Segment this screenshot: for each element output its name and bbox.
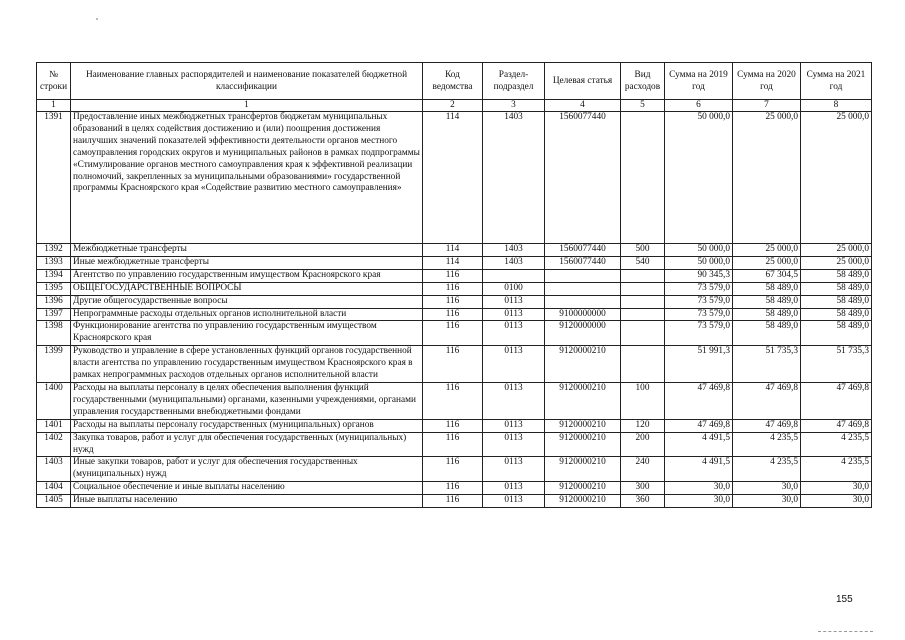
table-row <box>37 482 872 495</box>
column-number: 4 <box>545 100 621 112</box>
row-dept-code: 114 <box>423 244 483 257</box>
row-section: 0113 <box>483 321 545 346</box>
row-sum-2019: 30,0 <box>665 482 733 495</box>
header-sum-2019: Сумма на 2019 год <box>665 63 733 100</box>
row-name: Социальное обеспечение и иные выплаты населению <box>71 482 423 495</box>
column-number-row <box>37 100 872 112</box>
header-exp-type: Вид расходов <box>621 63 665 100</box>
header-name: Наименование главных распорядителей и наименование показателей бюджетной классификации <box>71 63 423 100</box>
row-section: 0113 <box>483 495 545 508</box>
row-target: 9120000210 <box>545 419 621 432</box>
row-section: 0113 <box>483 308 545 321</box>
row-target <box>545 282 621 295</box>
page-number: 155 <box>836 594 853 605</box>
row-exp-type <box>621 295 665 308</box>
row-sum-2019: 73 579,0 <box>665 308 733 321</box>
row-number: 1396 <box>37 295 71 308</box>
table-row <box>37 457 872 482</box>
row-sum-2019: 73 579,0 <box>665 321 733 346</box>
row-sum-2020: 58 489,0 <box>733 282 801 295</box>
row-number: 1402 <box>37 432 71 457</box>
row-sum-2020: 25 000,0 <box>733 256 801 269</box>
row-dept-code: 116 <box>423 346 483 383</box>
row-sum-2019: 47 469,8 <box>665 419 733 432</box>
row-exp-type <box>621 282 665 295</box>
table-row <box>37 308 872 321</box>
row-number: 1391 <box>37 112 71 244</box>
row-target: 1560077440 <box>545 256 621 269</box>
row-number: 1394 <box>37 269 71 282</box>
row-dept-code: 116 <box>423 269 483 282</box>
table-row <box>37 321 872 346</box>
row-number: 1392 <box>37 244 71 257</box>
row-target: 9120000210 <box>545 382 621 419</box>
table-row <box>37 432 872 457</box>
row-name: Функционирование агентства по управлению государственным имуществом Красноярского края <box>71 321 423 346</box>
row-sum-2019: 50 000,0 <box>665 256 733 269</box>
row-name: Предоставление иных межбюджетных трансфертов бюджетам муниципальных образований в целях содействия достижению и (или) поощрения достижения наилучших значений показателей эффективности деятельности органов местного самоуправления городских округов и муниципальных районов в рамках подпрограммы «Стимулирование органов местного самоуправления края к эффективной реализации полномочий, закрепленных за муниципальными образованиями» государственной программы Красноярского края «Содействие развитию местного самоуправления» <box>71 112 423 244</box>
row-number: 1405 <box>37 495 71 508</box>
table-row <box>37 244 872 257</box>
row-sum-2019: 30,0 <box>665 495 733 508</box>
row-number: 1404 <box>37 482 71 495</box>
row-sum-2020: 58 489,0 <box>733 295 801 308</box>
row-exp-type: 200 <box>621 432 665 457</box>
row-dept-code: 116 <box>423 419 483 432</box>
row-name: Иные выплаты населению <box>71 495 423 508</box>
row-target: 9120000000 <box>545 321 621 346</box>
row-target: 9120000210 <box>545 432 621 457</box>
row-dept-code: 116 <box>423 457 483 482</box>
row-sum-2020: 67 304,5 <box>733 269 801 282</box>
row-dept-code: 116 <box>423 282 483 295</box>
row-dept-code: 116 <box>423 295 483 308</box>
row-name: Руководство и управление в сфере установленных функций органов государственной власти агентства по управлению государственным имуществом Красноярского края в рамках непрограммных расходов отдельных органов исполнительной власти <box>71 346 423 383</box>
header-dept-code: Код ведомства <box>423 63 483 100</box>
table-header-row <box>37 63 872 100</box>
row-target <box>545 295 621 308</box>
row-exp-type <box>621 346 665 383</box>
table-row <box>37 282 872 295</box>
row-sum-2021: 58 489,0 <box>801 308 872 321</box>
row-sum-2020: 25 000,0 <box>733 244 801 257</box>
table-row <box>37 346 872 383</box>
table-row <box>37 256 872 269</box>
row-sum-2021: 58 489,0 <box>801 269 872 282</box>
row-sum-2020: 58 489,0 <box>733 321 801 346</box>
row-dept-code: 114 <box>423 256 483 269</box>
table-row <box>37 112 872 244</box>
column-number: 1 <box>71 100 423 112</box>
table-body <box>37 112 872 508</box>
row-target: 9120000210 <box>545 495 621 508</box>
row-name: Закупка товаров, работ и услуг для обеспечения государственных (муниципальных) нужд <box>71 432 423 457</box>
row-sum-2020: 4 235,5 <box>733 432 801 457</box>
row-target: 1560077440 <box>545 112 621 244</box>
table-row <box>37 419 872 432</box>
row-section: 0113 <box>483 346 545 383</box>
row-dept-code: 116 <box>423 482 483 495</box>
row-sum-2020: 51 735,3 <box>733 346 801 383</box>
row-exp-type: 540 <box>621 256 665 269</box>
row-sum-2019: 90 345,3 <box>665 269 733 282</box>
row-section: 0100 <box>483 282 545 295</box>
budget-table <box>36 62 872 508</box>
row-section: 0113 <box>483 432 545 457</box>
row-sum-2019: 51 991,3 <box>665 346 733 383</box>
row-exp-type: 120 <box>621 419 665 432</box>
row-exp-type: 300 <box>621 482 665 495</box>
row-sum-2021: 30,0 <box>801 482 872 495</box>
row-number: 1397 <box>37 308 71 321</box>
row-sum-2021: 58 489,0 <box>801 282 872 295</box>
column-number: 6 <box>665 100 733 112</box>
row-name: Иные межбюджетные трансферты <box>71 256 423 269</box>
row-target: 9120000210 <box>545 346 621 383</box>
column-number: 1 <box>37 100 71 112</box>
header-sum-2021: Сумма на 2021 год <box>801 63 872 100</box>
row-dept-code: 114 <box>423 112 483 244</box>
row-sum-2020: 4 235,5 <box>733 457 801 482</box>
row-sum-2019: 50 000,0 <box>665 112 733 244</box>
row-section: 0113 <box>483 457 545 482</box>
row-section: 0113 <box>483 382 545 419</box>
row-name: Агентство по управлению государственным имуществом Красноярского края <box>71 269 423 282</box>
row-sum-2021: 51 735,3 <box>801 346 872 383</box>
row-target: 9120000210 <box>545 482 621 495</box>
row-number: 1400 <box>37 382 71 419</box>
column-number: 8 <box>801 100 872 112</box>
row-exp-type <box>621 269 665 282</box>
row-target: 9100000000 <box>545 308 621 321</box>
row-sum-2021: 47 469,8 <box>801 382 872 419</box>
table-row <box>37 269 872 282</box>
row-sum-2020: 25 000,0 <box>733 112 801 244</box>
row-sum-2021: 25 000,0 <box>801 244 872 257</box>
row-sum-2019: 47 469,8 <box>665 382 733 419</box>
row-name: Непрограммные расходы отдельных органов исполнительной власти <box>71 308 423 321</box>
row-target: 1560077440 <box>545 244 621 257</box>
row-sum-2021: 58 489,0 <box>801 321 872 346</box>
row-sum-2021: 4 235,5 <box>801 432 872 457</box>
row-number: 1398 <box>37 321 71 346</box>
row-section: 0113 <box>483 295 545 308</box>
row-sum-2021: 25 000,0 <box>801 112 872 244</box>
row-dept-code: 116 <box>423 308 483 321</box>
row-sum-2020: 47 469,8 <box>733 382 801 419</box>
table-row <box>37 295 872 308</box>
row-exp-type: 360 <box>621 495 665 508</box>
row-sum-2021: 25 000,0 <box>801 256 872 269</box>
row-sum-2021: 47 469,8 <box>801 419 872 432</box>
row-dept-code: 116 <box>423 382 483 419</box>
row-exp-type <box>621 321 665 346</box>
row-sum-2020: 30,0 <box>733 495 801 508</box>
column-number: 2 <box>423 100 483 112</box>
row-sum-2019: 50 000,0 <box>665 244 733 257</box>
row-dept-code: 116 <box>423 432 483 457</box>
row-section: 1403 <box>483 112 545 244</box>
row-exp-type: 240 <box>621 457 665 482</box>
row-sum-2021: 58 489,0 <box>801 295 872 308</box>
header-sum-2020: Сумма на 2020 год <box>733 63 801 100</box>
row-name: Иные закупки товаров, работ и услуг для обеспечения государственных (муниципальных) нужд <box>71 457 423 482</box>
row-sum-2019: 73 579,0 <box>665 282 733 295</box>
row-sum-2021: 4 235,5 <box>801 457 872 482</box>
row-sum-2019: 4 491,5 <box>665 432 733 457</box>
row-section: 1403 <box>483 244 545 257</box>
scan-speck <box>96 18 98 20</box>
row-name: ОБЩЕГОСУДАРСТВЕННЫЕ ВОПРОСЫ <box>71 282 423 295</box>
row-number: 1401 <box>37 419 71 432</box>
row-section: 1403 <box>483 256 545 269</box>
row-number: 1403 <box>37 457 71 482</box>
table-row <box>37 495 872 508</box>
row-section: 0113 <box>483 482 545 495</box>
row-sum-2019: 73 579,0 <box>665 295 733 308</box>
row-name: Расходы на выплаты персоналу в целях обеспечения выполнения функций государственными (муниципальными) органами, казенными учреждениями, органами управления государственными внебюджетными фондами <box>71 382 423 419</box>
row-exp-type <box>621 308 665 321</box>
row-exp-type <box>621 112 665 244</box>
row-name: Другие общегосударственные вопросы <box>71 295 423 308</box>
row-dept-code: 116 <box>423 321 483 346</box>
row-sum-2020: 30,0 <box>733 482 801 495</box>
row-target <box>545 269 621 282</box>
scan-artifact <box>818 631 873 633</box>
header-section: Раздел-подраздел <box>483 63 545 100</box>
row-sum-2019: 4 491,5 <box>665 457 733 482</box>
row-target: 9120000210 <box>545 457 621 482</box>
header-target: Целевая статья <box>545 63 621 100</box>
table-row <box>37 382 872 419</box>
row-number: 1399 <box>37 346 71 383</box>
header-row-no: № строки <box>37 63 71 100</box>
row-exp-type: 500 <box>621 244 665 257</box>
row-dept-code: 116 <box>423 495 483 508</box>
row-section <box>483 269 545 282</box>
row-exp-type: 100 <box>621 382 665 419</box>
row-sum-2020: 58 489,0 <box>733 308 801 321</box>
row-section: 0113 <box>483 419 545 432</box>
row-sum-2021: 30,0 <box>801 495 872 508</box>
column-number: 7 <box>733 100 801 112</box>
row-sum-2020: 47 469,8 <box>733 419 801 432</box>
row-name: Межбюджетные трансферты <box>71 244 423 257</box>
column-number: 5 <box>621 100 665 112</box>
column-number: 3 <box>483 100 545 112</box>
row-name: Расходы на выплаты персоналу государственных (муниципальных) органов <box>71 419 423 432</box>
row-number: 1395 <box>37 282 71 295</box>
row-number: 1393 <box>37 256 71 269</box>
